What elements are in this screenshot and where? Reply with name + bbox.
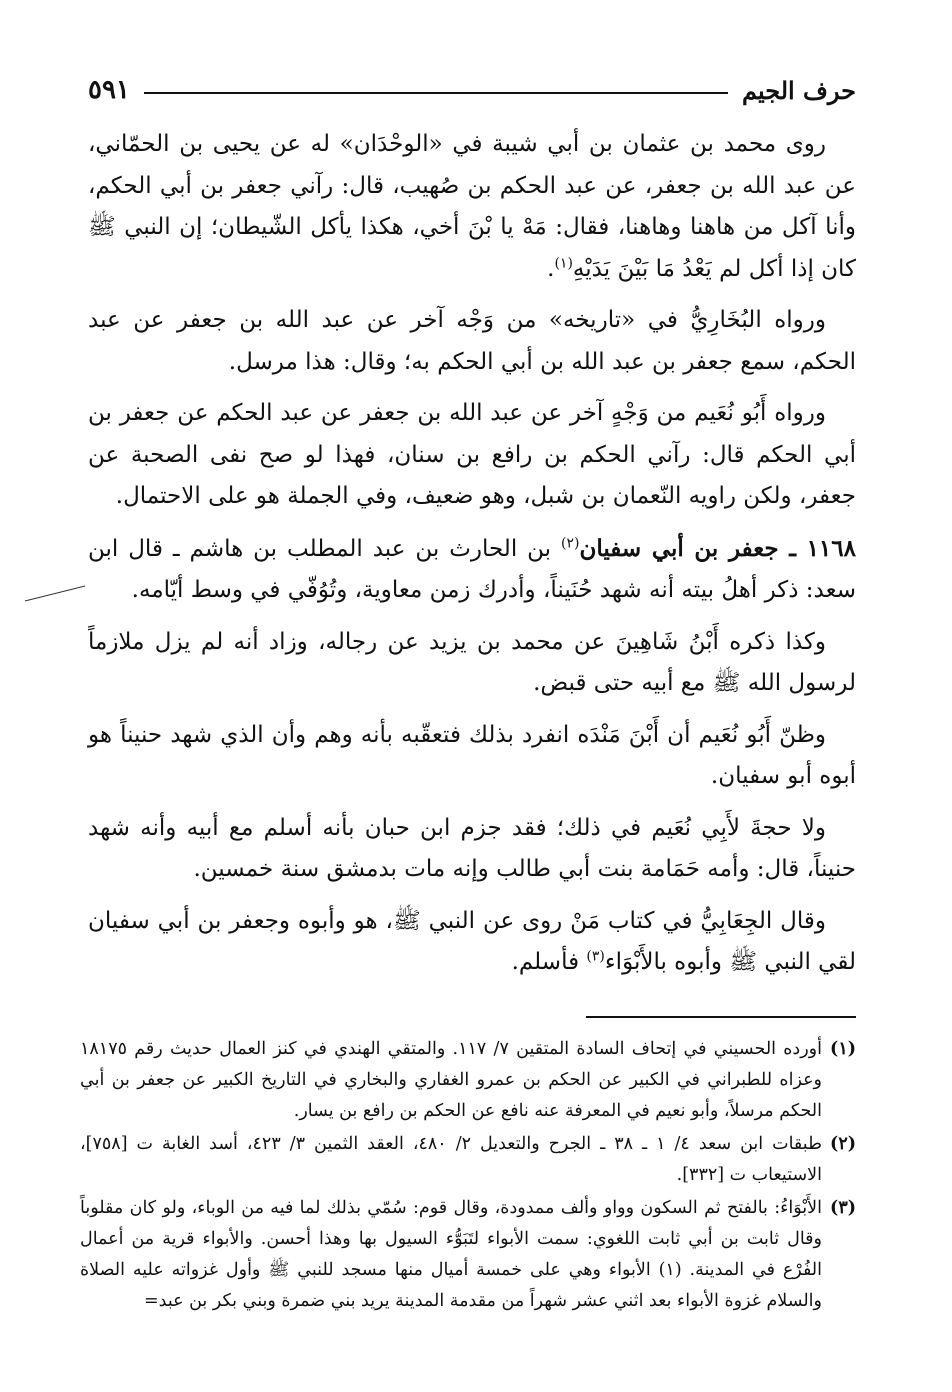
main-text	[88, 124, 856, 994]
footnote-number: (٢)	[830, 1134, 856, 1154]
paragraph: وكذا ذكره أَبْنُ شَاهِينَ عن محمد بن يزيد عن رجاله، وزاد أنه لم يزل ملازماً لرسول الله ﷺ مع أبيه حتى قبض.	[88, 628, 856, 696]
paragraph: ورواه أَبُو نُعَيم من وَجْهٍ آخر عن عبد الله بن جعفر عن عبد الحكم عن جعفر بن أبي الحكم قال: رآني الحكم بن رافع بن سنان، فهذا لو صح نفى الصحبة عن جعفر، ولكن راويه النّعمان بن شبل، وهو ضعيف، وفي الجملة هو على الاحتمال.	[88, 400, 856, 509]
paragraph: وقال الجِعَابِيُّ في كتاب مَنْ روى عن النبي ﷺ، هو وأبوه وجعفر بن أبي سفيان لقي النبي ﷺ وأبوه بالأَبْوَاء$^{(٣)}$ فأسلم.	[88, 907, 856, 975]
footnote-number: (٣)	[830, 1198, 856, 1218]
footnote	[80, 1129, 856, 1191]
footnote	[80, 1193, 856, 1317]
page-number: ٥٩١	[88, 75, 130, 105]
biography-entry: ١١٦٨ ـ جعفر بن أبي سفيان$^{(٢)}$ بن الحارث بن عبد المطلب بن هاشم ـ قال ابن سعد: ذكر أهلُ بيته أنه شهد حُنَيناً، وأدرك زمن معاوية، وتُوُفّي في وسط أيّامه.	[88, 534, 856, 603]
footnote-text: أورده الحسيني في إتحاف السادة المتقين ٧/ ١١٧. والمتقي الهندي في كنز العمال حديث رقم ١٨١٧٥ وعزاه للطبراني في الكبير عن الحكم بن عمرو الغفاري والبخاري في التاريخ الكبير عن جعفر بن أبي الحكم مرسلاً، وأبو نعيم في المعرفة عنه نافع عن الحكم بن رافع بن يسار.	[80, 1039, 822, 1121]
entry-text: بن الحارث بن عبد المطلب بن هاشم ـ قال ابن سعد: ذكر أهلُ بيته أنه شهد حُنَيناً، وأدرك زمن معاوية، وتُوُفّي في وسط أيّامه.	[88, 535, 856, 603]
page-header	[88, 70, 856, 110]
margin-mark	[25, 586, 85, 602]
entry-number: ١١٦٨	[806, 534, 856, 562]
footnote-ref: (١)	[554, 254, 573, 271]
paragraph: ورواه البُخَارِيُّ في «تاريخه» من وَجْه آخر عن عبد الله بن جعفر عن عبد الحكم، سمع جعفر بن عبد الله بن أبي الحكم به؛ وقال: هذا مرسل.	[88, 307, 856, 375]
footnote-text: طبقات ابن سعد ٤/ ١ ـ ٣٨ ـ الجرح والتعديل ٢/ ٤٨٠، العقد الثمين ٣/ ٤٢٣، أسد الغابة ت [٧٥٨]، الاستيعاب ت [٣٣٢].	[80, 1134, 822, 1185]
footnote-ref: (٣)	[586, 948, 605, 965]
footnotes	[80, 1034, 856, 1319]
footnote	[80, 1034, 856, 1127]
footnote-number: (١)	[830, 1039, 856, 1059]
paragraph: ولا حجةَ لأَبِي نُعَيم في ذلك؛ فقد جزم ابن حبان بأنه أسلم مع أبيه وأنه شهد حنيناً، قال: وأمه حَمَامة بنت أبي طالب وإنه مات بدمشق سنة خمسين.	[88, 814, 856, 882]
paragraph: وظنّ أَبُو نُعَيم أن أَبْنَ مَنْدَه انفرد بذلك فتعقّبه بأنه وهم وأن الذي شهد حنيناً هو أبوه أبو سفيان.	[88, 721, 856, 789]
chapter-title: حرف الجيم	[742, 75, 856, 105]
paragraph: روى محمد بن عثمان بن أبي شيبة في «الوحْدَان» له عن يحيى بن الحمّاني، عن عبد الله بن جعفر، عن عبد الحكم بن صُهيب، قال: رآني جعفر بن أبي الحكم، وأنا آكل من هاهنا وهاهنا، فقال: مَهْ يا بْنَ أخي، هكذا يأكل الشّيطان؛ إن النبي ﷺ كان إذا أكل لم يَعْدُ مَا بَيْنَ يَدَيْهِ$^{(١)}$.	[88, 131, 856, 282]
footnote-text: الأَبْوَاءُ: بالفتح ثم السكون وواو وألف ممدودة، وقال قوم: سُمّي بذلك لما فيه من الوباء، ولو كان مقلوباً وقال ثابت بن أبي ثابت اللغوي: سمت الأبواء لتَبَوُّء السيول بها وهذا أحسن. والأبواء قرية من أعمال الفُرْع في المدينة. (١) الأبواء وهي على خمسة أميال منها مسجد للنبي ﷺ وأول غزواته عليه الصلاة والسلام غزوة الأبواء بعد اثني عشر شهراً من مقدمة المدينة يريد بني ضمرة وبني بكر بن عبد=	[80, 1198, 822, 1311]
footnote-separator	[586, 1016, 856, 1018]
header-rule	[144, 92, 728, 94]
entry-name: جعفر بن أبي سفيان	[579, 534, 779, 562]
footnote-ref: (٢)	[560, 534, 580, 551]
